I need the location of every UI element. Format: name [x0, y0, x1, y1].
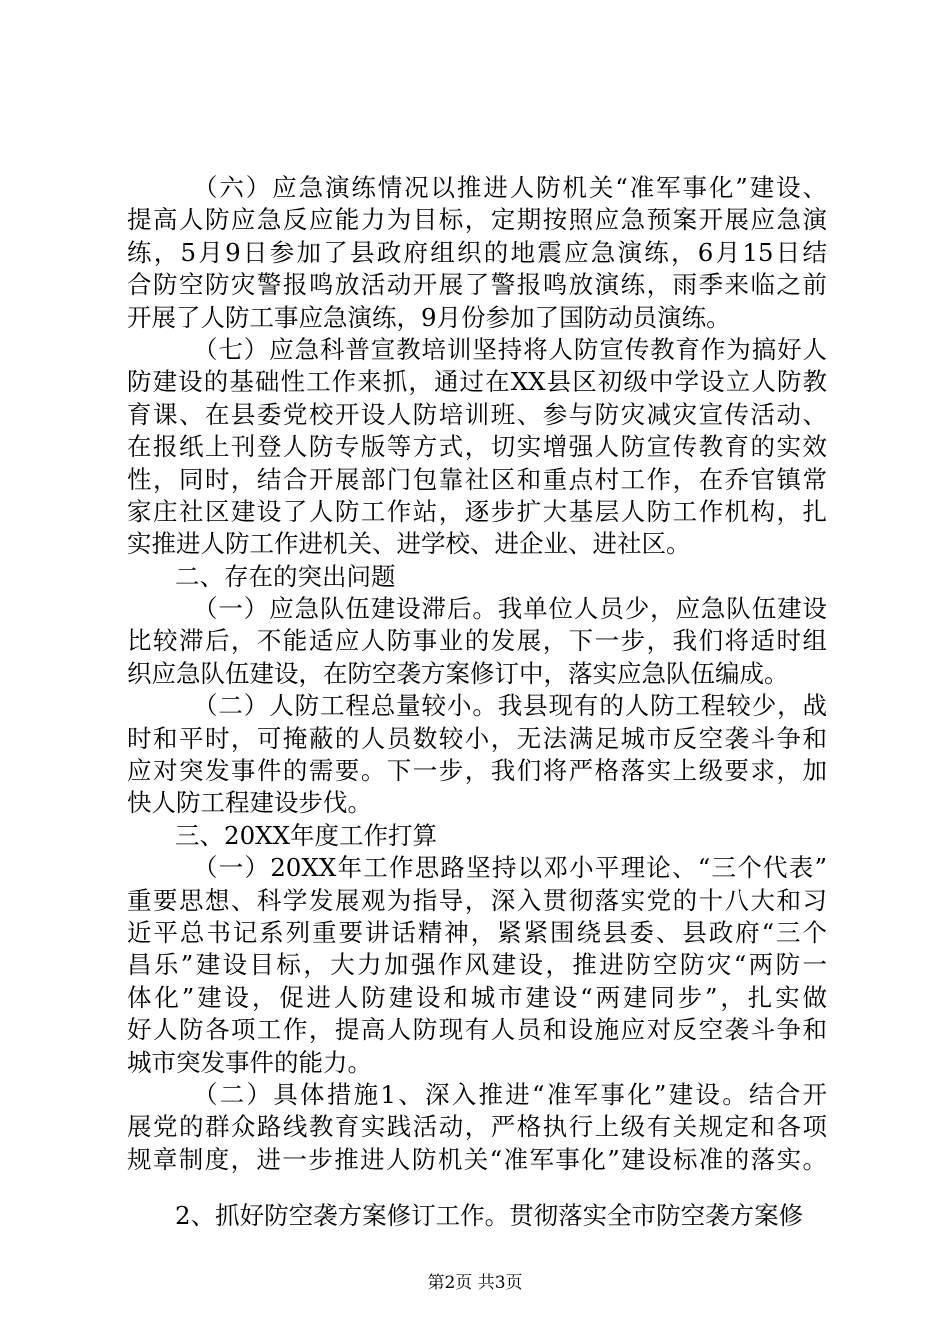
paragraph-line: 防建设的基础性工作来抓，通过在XX县区初级中学设立人防教	[127, 367, 827, 397]
paragraph-line: 提高人防应急反应能力为目标，定期按照应急预案开展应急演	[127, 205, 827, 235]
paragraph-gap	[127, 1176, 827, 1200]
paragraph-line: 织应急队伍建设，在防空袭方案修订中，落实应急队伍编成。	[127, 658, 789, 688]
paragraph-line: 练，5月9日参加了县政府组织的地震应急演练，6月15日结	[127, 237, 827, 267]
paragraph-line: （一）20XX年工作思路坚持以邓小平理论、“三个代表”	[193, 853, 827, 883]
paragraph-line: 合防空防灾警报鸣放活动开展了警报鸣放演练，雨季来临之前	[127, 270, 827, 300]
paragraph-line: 开展了人防工事应急演练，9月份参加了国防动员演练。	[127, 302, 731, 332]
paragraph-line: （七）应急科普宣教培训坚持将人防宣传教育作为搞好人	[193, 334, 827, 364]
paragraph-line: 好人防各项工作，提高人防现有人员和设施应对反空袭斗争和	[127, 1015, 827, 1045]
page-number: 第2页 共3页	[427, 1273, 523, 1293]
paragraph-line: （二）具体措施1、深入推进“准军事化”建设。结合开	[193, 1079, 827, 1109]
paragraph-line: （六）应急演练情况以推进人防机关“准军事化”建设、	[193, 173, 827, 202]
paragraph-line: 育课、在县委党校开设人防培训班、参与防灾减灾宣传活动、	[127, 399, 827, 429]
paragraph-line: 重要思想、科学发展观为指导，深入贯彻落实党的十八大和习	[127, 885, 827, 915]
paragraph-line: （一）应急队伍建设滞后。我单位人员少，应急队伍建设	[193, 594, 827, 624]
paragraph-line: （二）人防工程总量较小。我县现有的人防工程较少，战	[193, 691, 827, 721]
paragraph-line: 昌乐”建设目标，大力加强作风建设，推进防空防灾“两防一	[127, 950, 827, 980]
paragraph-line: 比较滞后，不能适应人防事业的发展，下一步，我们将适时组	[127, 626, 827, 656]
paragraph-line: 体化”建设，促进人防建设和城市建设“两建同步”，扎实做	[127, 982, 827, 1012]
section-heading: 二、存在的突出问题	[175, 561, 396, 591]
paragraph-line: 性，同时，结合开展部门包靠社区和重点村工作，在乔官镇常	[127, 464, 827, 494]
paragraph-line: 实推进人防工作进机关、进学校、进企业、进社区。	[127, 529, 691, 559]
paragraph-line: 2、抓好防空袭方案修订工作。贯彻落实全市防空袭方案修	[175, 1201, 804, 1231]
paragraph-line: 家庄社区建设了人防工作站，逐步扩大基层人防工作机构，扎	[127, 496, 827, 526]
section-heading: 三、20XX年度工作打算	[175, 820, 438, 850]
document-body	[127, 172, 827, 1233]
paragraph-line: 快人防工程建设步伐。	[127, 788, 372, 818]
paragraph-line: 近平总书记系列重要讲话精神，紧紧围绕县委、县政府“三个	[127, 917, 827, 947]
paragraph-line: 应对突发事件的需要。下一步，我们将严格落实上级要求，加	[127, 756, 827, 786]
paragraph-line: 展党的群众路线教育实践活动，严格执行上级有关规定和各项	[127, 1112, 827, 1142]
paragraph-line: 时和平时，可掩蔽的人员数较小，无法满足城市反空袭斗争和	[127, 723, 827, 753]
paragraph-line: 在报纸上刊登人防专版等方式，切实增强人防宣传教育的实效	[127, 432, 827, 462]
paragraph-line: 城市突发事件的能力。	[127, 1047, 372, 1077]
paragraph-line: 规章制度，进一步推进人防机关“准军事化”建设标准的落实。	[127, 1144, 827, 1174]
